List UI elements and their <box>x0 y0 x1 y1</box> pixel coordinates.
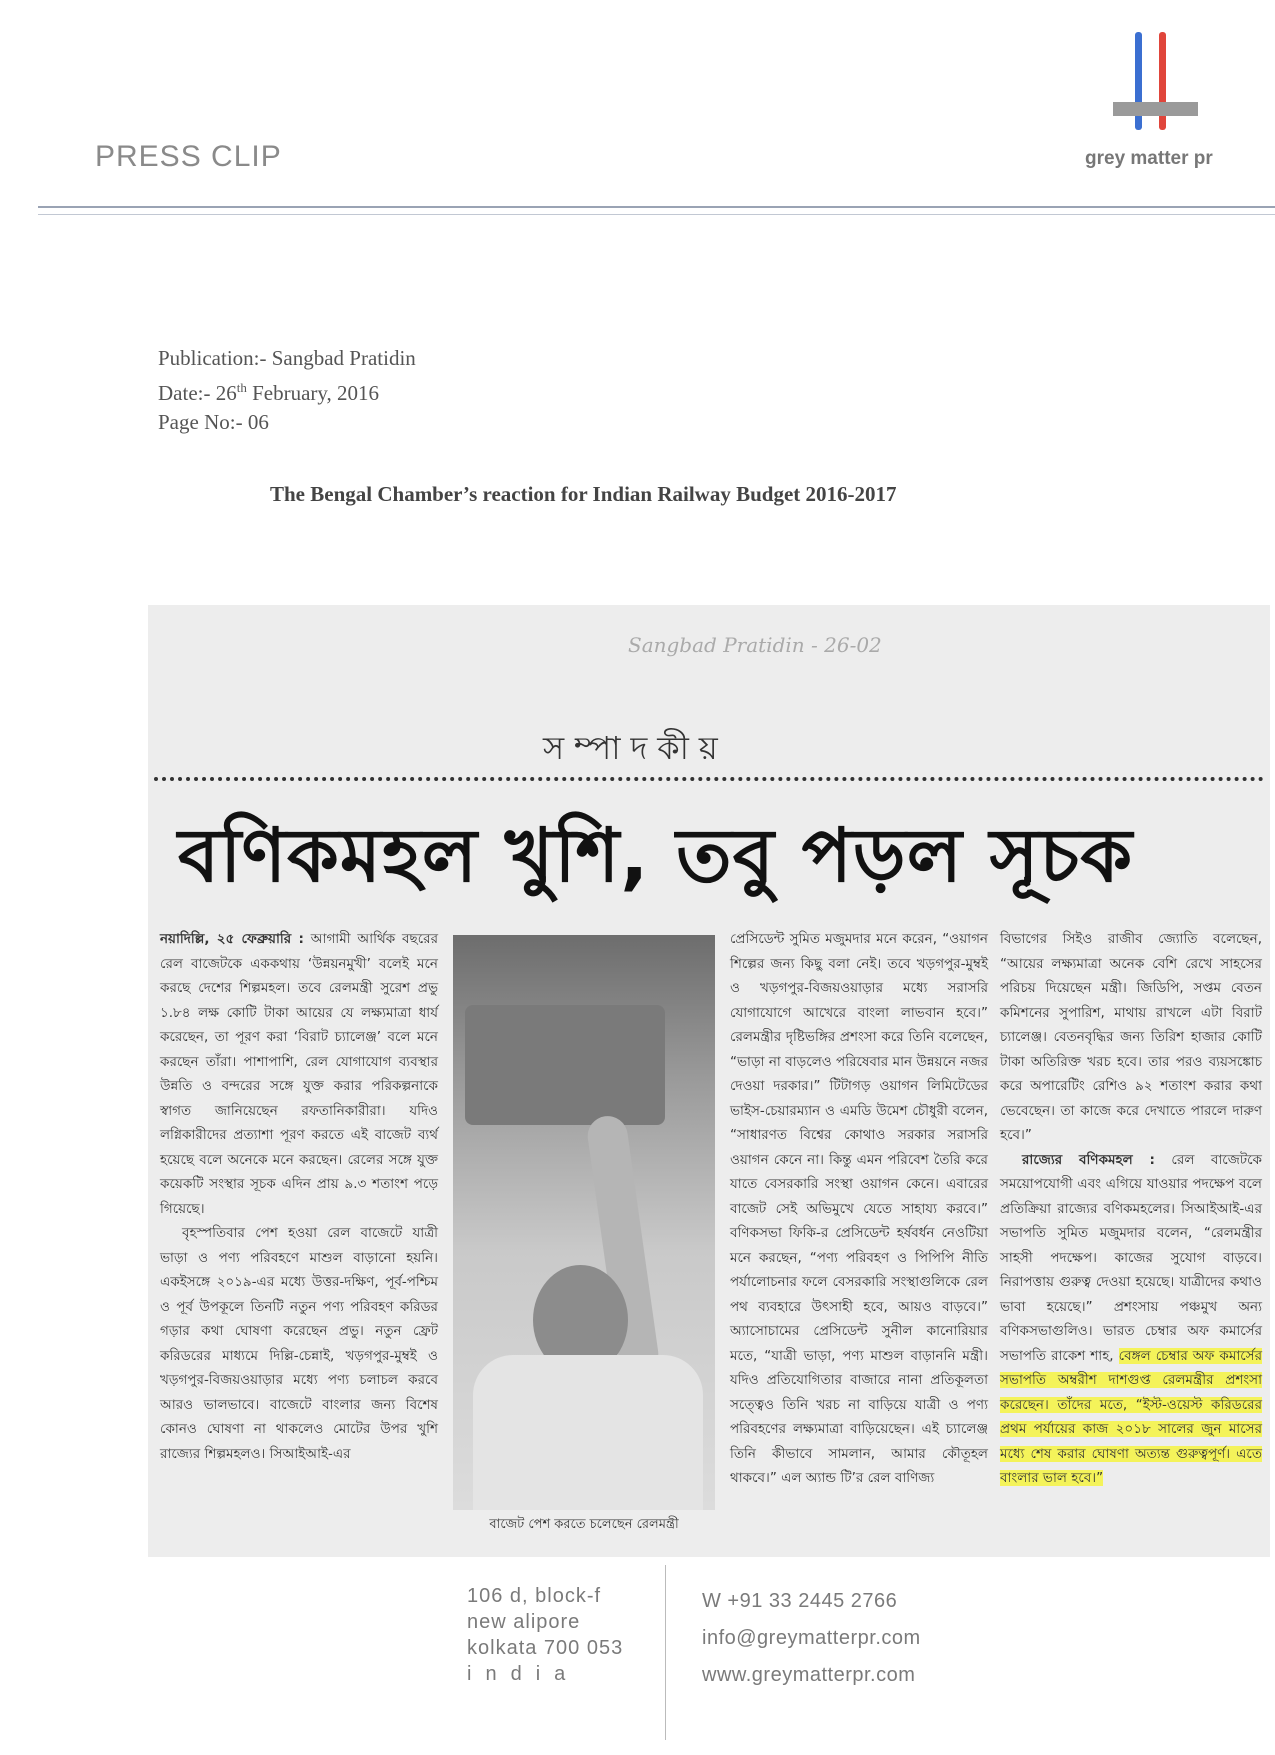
website-url: www.greymatterpr.com <box>702 1664 916 1686</box>
address-line: new alipore <box>467 1611 581 1633</box>
paragraph: প্রেসিডেন্ট সুমিত মজুমদার মনে করেন, “ওয়াগন শিল্পের জন্য কিছু বলা নেই। তবে খড়গপুর-মুম্বই ও খড়গপুর-বিজয়ওয়াড়ার মধ্যে সরাসরি যোগাযোগে আখেরে বাংলা লাভবান হবে।” রেলমন্ত্রীর দৃষ্টিভঙ্গির প্রশংসা করে তিনি বলেছেন, “ভাড়া না বাড়লেও পরিষেবার মান উন্নয়নে নজর দেওয়া দরকার।” টিটাগড় ওয়াগন লিমিটেডের ভাইস-চেয়ারম্যান ও এমডি উমেশ চৌধুরী বলেন, “সাধারণত বিশ্বের কোথাও সরকার সরাসরি ওয়াগন কেনে না। কিন্তু এমন পরিবেশ তৈরি করে যাতে বেসরকারি সংস্থা ওয়াগন কেনে। এবারের বাজেট সেই অভিমুখে যেতে সাহায্য করবে।” বণিকসভা ফিকি-র প্রেসিডেন্ট হর্ষবর্ধন নেওটিয়া মনে করছেন, “পণ্য পরিবহণ ও পিপিপি নীতি পর্যালোচনার ফলে বেসরকারি সংস্থাগুলিকে রেল পথ ব্যবহারে উৎসাহী হবে, আয়ও বাড়বে।” অ্যাসোচামের প্রেসিডেন্ট সুনীল কানোরিয়ার মতে, “যাত্রী ভাড়া, পণ্য মাশুল বাড়াননি মন্ত্রী। যদিও প্রতিযোগিতার বাজারে নানা প্রতিকূলতা সত্ত্বেও তিনি খরচ না বাড়িয়ে যাত্রী ও পণ্য পরিবহণের লক্ষ্যমাত্রা বাড়িয়েছেন। এই চ্যালেঞ্জ তিনি কীভাবে সামলান, আমার কৌতূহল থাকবে।” এল অ্যান্ড টি’র রেল বাণিজ্য <box>730 931 988 1486</box>
highlighted-text: বেঙ্গল চেম্বার অফ কমার্সের সভাপতি অম্বরীশ দাশগুপ্ত রেলমন্ত্রীর প্রশংসা করেছেন। তাঁদের মতে, “ইস্ট-ওয়েস্ট করিডরের প্রথম পর্যায়ের কাজ ২০১৮ সালের জুন মাসের মধ্যে শেষ করার ঘোষণা অত্যন্ত গুরুত্বপূর্ণ। এতে বাংলার ভাল হবে।” <box>1000 1347 1262 1486</box>
header-rule-thin <box>38 214 1275 215</box>
date-suffix-sup: th <box>236 380 247 395</box>
address-line: 106 d, block-f <box>467 1585 602 1607</box>
date-month-year: February, 2016 <box>246 381 380 405</box>
paragraph <box>160 927 438 1221</box>
press-clip-label: PRESS CLIP <box>95 140 282 173</box>
article-column-1 <box>160 927 438 1466</box>
header-rule <box>38 206 1275 208</box>
photo-caption: বাজেট পেশ করতে চলেছেন রেলমন্ত্রী <box>489 1517 679 1532</box>
dotted-divider <box>154 777 1264 781</box>
briefcase-shape <box>465 1005 665 1125</box>
subhead: রাজ্যের বণিকমহল : <box>1022 1151 1155 1168</box>
newspaper-clipping <box>148 605 1270 1557</box>
english-headline: The Bengal Chamber’s reaction for Indian Railway Budget 2016-2017 <box>270 482 897 506</box>
minister-photo <box>453 935 715 1510</box>
article-headline: বণিকমহল খুশি, তবু পড়ল সূচক <box>178 813 1134 899</box>
address-line: kolkata 700 053 <box>467 1637 624 1659</box>
paragraph <box>1000 1148 1262 1491</box>
grey-matter-logo-icon <box>1095 32 1215 147</box>
email-address: info@greymatterpr.com <box>702 1627 921 1649</box>
date-prefix: Date:- 26 <box>158 381 237 405</box>
address-country: india <box>467 1663 580 1685</box>
publication-meta <box>158 344 416 437</box>
article-column-4 <box>1000 927 1262 1491</box>
paragraph: বিভাগের সিইও রাজীব জ্যোতি বলেছেন, “আয়ের লক্ষ্যমাত্রা অনেক বেশি রেখে সাহসের পরিচয় দিয়েছেন মন্ত্রী। জিডিপি, সপ্তম বেতন কমিশনের সুপারিশ, মাথায় রাখলে এটা বিরাট চ্যালেঞ্জ। বেতনবৃদ্ধির জন্য তিরিশ হাজার কোটি টাকা অতিরিক্ত খরচ হবে। তার পরও ব্যয়সঙ্কোচ করে অপারেটিং রেশিও ৯২ শতাংশ করার কথা ভেবেছেন। তা কাজে করে দেখাতে পারলে দারুণ হবে।” <box>1000 931 1262 1143</box>
footer-contact <box>702 1583 921 1694</box>
footer-address <box>467 1583 623 1687</box>
dateline: নয়াদিল্লি, ২৫ ফেব্রুয়ারি : <box>160 931 304 947</box>
logo-grey-bar <box>1113 102 1198 116</box>
publication-line: Publication:- Sangbad Pratidin <box>158 346 416 370</box>
date-line <box>158 373 416 408</box>
logo-text: grey matter pr <box>1085 148 1213 169</box>
section-label: সম্পাদকীয় <box>543 729 728 767</box>
footer-divider <box>665 1565 666 1740</box>
article-column-3 <box>730 927 988 1491</box>
paragraph-text: আগামী আর্থিক বছরের রেল বাজেটকে এককথায় ‘উন্নয়নমুখী’ বলেই মনে করছে দেশের শিল্পমহল। তবে রেলমন্ত্রী সুরেশ প্রভু ১.৮৪ লক্ষ কোটি টাকা আয়ের যে লক্ষ্যমাত্রা ধার্য করেছেন, তা পূরণ করা ‘বিরাট চ্যালেঞ্জ’ বলে মনে করছেন তাঁরা। পাশাপাশি, রেল যোগাযোগ ব্যবস্থার উন্নতি ও বন্দরের সঙ্গে যুক্ত করার পরিকল্পনাকে স্বাগত জানিয়েছেন রফতানিকারীরা। যদিও লগ্নিকারীদের প্রত্যাশা পূরণ করতে এই বাজেট ব্যর্থ হয়েছে বলে অনেকে মনে করছেন। রেলের সঙ্গে যুক্ত কয়েকটি সংস্থার সূচক এদিন প্রায় ৯.৩ শতাংশ পড়ে গিয়েছে। <box>160 931 439 1217</box>
paragraph: বৃহস্পতিবার পেশ হওয়া রেল বাজেটে যাত্রী ভাড়া ও পণ্য পরিবহণে মাশুল বাড়ানো হয়নি। একইসঙ্গে ২০১৯-এর মধ্যে উত্তর-দক্ষিণ, পূর্ব-পশ্চিম ও পূর্ব উপকূলে তিনটি নতুন পণ্য পরিবহণ করিডর গড়ার কথা ঘোষণা করেছেন প্রভু। নতুন ফ্রেট করিডরের মাধ্যমে দিল্লি-চেন্নাই, খড়গপুর-মুম্বই ও খড়গপুর-বিজয়ওয়াড়ার মধ্যে পণ্য চলাচল করবে আরও ভালভাবে। বাজেটে বাংলার জন্য বিশেষ কোনও ঘোষণা না থাকলেও মোটের উপর খুশি রাজ্যের শিল্পমহলও। সিআইআই-এর <box>160 1225 438 1462</box>
handwritten-note: Sangbad Pratidin - 26-02 <box>628 633 882 657</box>
shirt-shape <box>473 1355 703 1510</box>
phone-number: W +91 33 2445 2766 <box>702 1590 898 1612</box>
paragraph-text: রেল বাজেটকে সময়োপযোগী এবং এগিয়ে যাওয়ার পদক্ষেপ বলে প্রতিক্রিয়া রাজ্যের বণিকমহলের। সিআইআই-এর সভাপতি সুমিত মজুমদার বলেন, “রেলমন্ত্রীর সাহসী পদক্ষেপ। কাজের সুযোগ বাড়বে। নিরাপত্তায় গুরুত্ব দেওয়া হয়েছে। যাত্রীদের কথাও ভাবা হয়েছে।” প্রশংসায় পঞ্চমুখ অন্য বণিকসভাগুলিও। ভারত চেম্বার অফ কমার্সের সভাপতি রাকেশ শাহ, <box>1000 1151 1262 1364</box>
page-number-line: Page No:- 06 <box>158 410 269 434</box>
